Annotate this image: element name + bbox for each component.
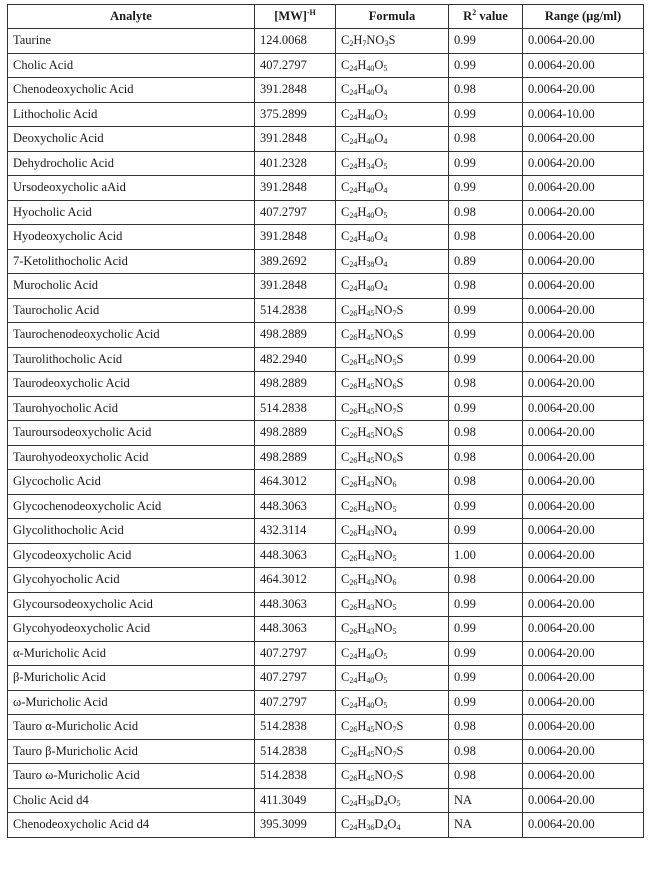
r2-cell: 0.99 — [449, 151, 523, 176]
r2-cell: 0.99 — [449, 396, 523, 421]
analyte-cell: Taurine — [8, 29, 255, 54]
table-row — [8, 494, 644, 519]
r2-cell: 0.99 — [449, 29, 523, 54]
range-cell: 0.0064-20.00 — [523, 519, 644, 544]
range-cell: 0.0064-20.00 — [523, 617, 644, 642]
mw-cell: 464.3012 — [255, 470, 336, 495]
range-cell: 0.0064-20.00 — [523, 78, 644, 103]
r2-cell: 0.98 — [449, 764, 523, 789]
analyte-cell: Tauro α-Muricholic Acid — [8, 715, 255, 740]
analyte-cell: β-Muricholic Acid — [8, 666, 255, 691]
analyte-cell: Glycodeoxycholic Acid — [8, 543, 255, 568]
table-row — [8, 53, 644, 78]
mw-cell: 391.2848 — [255, 225, 336, 250]
analyte-cell: Taurochenodeoxycholic Acid — [8, 323, 255, 348]
r2-cell: 0.98 — [449, 568, 523, 593]
r2-cell: 0.99 — [449, 53, 523, 78]
range-cell: 0.0064-20.00 — [523, 764, 644, 789]
range-cell: 0.0064-20.00 — [523, 813, 644, 838]
header-analyte: Analyte — [8, 5, 255, 29]
analyte-cell: 7-Ketolithocholic Acid — [8, 249, 255, 274]
mw-cell: 407.2797 — [255, 53, 336, 78]
range-cell: 0.0064-20.00 — [523, 788, 644, 813]
table-row — [8, 788, 644, 813]
analyte-cell: Tauro ω-Muricholic Acid — [8, 764, 255, 789]
mw-cell: 391.2848 — [255, 78, 336, 103]
r2-cell: 0.99 — [449, 592, 523, 617]
mw-cell: 464.3012 — [255, 568, 336, 593]
table-row — [8, 78, 644, 103]
mw-cell: 389.2692 — [255, 249, 336, 274]
range-cell: 0.0064-20.00 — [523, 470, 644, 495]
mw-cell: 498.2889 — [255, 421, 336, 446]
table-row — [8, 641, 644, 666]
analyte-cell: Hyocholic Acid — [8, 200, 255, 225]
table-row — [8, 568, 644, 593]
r2-cell: 0.99 — [449, 690, 523, 715]
table-row — [8, 29, 644, 54]
header-range: Range (µg/ml) — [523, 5, 644, 29]
table-row — [8, 470, 644, 495]
table-row — [8, 445, 644, 470]
r2-cell: 0.99 — [449, 298, 523, 323]
table-row — [8, 617, 644, 642]
formula-cell: $C_{26}H_{43}NO_6$ — [336, 470, 449, 495]
range-cell: 0.0064-10.00 — [523, 102, 644, 127]
mw-cell: 498.2889 — [255, 372, 336, 397]
mw-cell: 432.3114 — [255, 519, 336, 544]
formula-cell: $C_{26}H_{45}NO_5S$ — [336, 347, 449, 372]
analyte-cell: Glycolithocholic Acid — [8, 519, 255, 544]
range-cell: 0.0064-20.00 — [523, 323, 644, 348]
r2-cell: 0.89 — [449, 249, 523, 274]
r2-cell: 0.98 — [449, 739, 523, 764]
range-cell: 0.0064-20.00 — [523, 53, 644, 78]
mw-cell: 391.2848 — [255, 274, 336, 299]
table-row — [8, 176, 644, 201]
r2-cell: 0.99 — [449, 102, 523, 127]
mw-cell: 514.2838 — [255, 396, 336, 421]
range-cell: 0.0064-20.00 — [523, 421, 644, 446]
analyte-cell: Lithocholic Acid — [8, 102, 255, 127]
formula-cell: $C_{26}H_{45}NO_7S$ — [336, 715, 449, 740]
table-row — [8, 347, 644, 372]
formula-cell: $C_{24}H_{40}O_4$ — [336, 176, 449, 201]
r2-cell: 0.98 — [449, 225, 523, 250]
header-mw-sup: -H — [306, 7, 316, 17]
table-row — [8, 592, 644, 617]
formula-cell: $C_{26}H_{45}NO_6S$ — [336, 421, 449, 446]
range-cell: 0.0064-20.00 — [523, 151, 644, 176]
table-row — [8, 739, 644, 764]
r2-cell: 0.98 — [449, 445, 523, 470]
mw-cell: 407.2797 — [255, 641, 336, 666]
analyte-cell: Tauro β-Muricholic Acid — [8, 739, 255, 764]
table-row — [8, 715, 644, 740]
r2-cell: 0.98 — [449, 421, 523, 446]
formula-cell: $C_{24}H_{40}O_5$ — [336, 200, 449, 225]
formula-cell: $C_{24}H_{40}O_3$ — [336, 102, 449, 127]
formula-cell: $C_{24}H_{40}O_4$ — [336, 274, 449, 299]
range-cell: 0.0064-20.00 — [523, 543, 644, 568]
formula-cell: $C_{24}H_{40}O_5$ — [336, 666, 449, 691]
mw-cell: 407.2797 — [255, 200, 336, 225]
range-cell: 0.0064-20.00 — [523, 396, 644, 421]
range-cell: 0.0064-20.00 — [523, 29, 644, 54]
table-row — [8, 543, 644, 568]
r2-cell: 0.99 — [449, 347, 523, 372]
r2-cell: 0.98 — [449, 715, 523, 740]
analyte-table — [7, 4, 644, 838]
analyte-cell: Glycoursodeoxycholic Acid — [8, 592, 255, 617]
analyte-cell: Taurolithocholic Acid — [8, 347, 255, 372]
table-row — [8, 225, 644, 250]
r2-cell: 0.98 — [449, 127, 523, 152]
range-cell: 0.0064-20.00 — [523, 592, 644, 617]
formula-cell: $C_{26}H_{43}NO_5$ — [336, 592, 449, 617]
mw-cell: 401.2328 — [255, 151, 336, 176]
formula-cell: $C_{24}H_{34}O_5$ — [336, 151, 449, 176]
r2-cell: 0.98 — [449, 78, 523, 103]
analyte-cell: Chenodeoxycholic Acid d4 — [8, 813, 255, 838]
mw-cell: 448.3063 — [255, 617, 336, 642]
range-cell: 0.0064-20.00 — [523, 641, 644, 666]
mw-cell: 448.3063 — [255, 543, 336, 568]
table-row — [8, 421, 644, 446]
table-row — [8, 151, 644, 176]
analyte-cell: Deoxycholic Acid — [8, 127, 255, 152]
formula-cell: $C_{24}H_{40}O_5$ — [336, 690, 449, 715]
mw-cell: 514.2838 — [255, 739, 336, 764]
analyte-cell: ω-Muricholic Acid — [8, 690, 255, 715]
formula-cell: $C_{24}H_{36}D_4O_4$ — [336, 813, 449, 838]
formula-cell: $C_{26}H_{45}NO_6S$ — [336, 323, 449, 348]
range-cell: 0.0064-20.00 — [523, 568, 644, 593]
formula-cell: $C_{24}H_{40}O_5$ — [336, 641, 449, 666]
formula-cell: $C_{26}H_{43}NO_6$ — [336, 568, 449, 593]
mw-cell: 391.2848 — [255, 176, 336, 201]
range-cell: 0.0064-20.00 — [523, 445, 644, 470]
analyte-cell: Dehydrocholic Acid — [8, 151, 255, 176]
mw-cell: 411.3049 — [255, 788, 336, 813]
r2-cell: 0.98 — [449, 200, 523, 225]
formula-cell: $C_{26}H_{45}NO_6S$ — [336, 372, 449, 397]
range-cell: 0.0064-20.00 — [523, 225, 644, 250]
formula-cell: $C_{24}H_{40}O_4$ — [336, 225, 449, 250]
formula-cell: $C_{26}H_{43}NO_5$ — [336, 494, 449, 519]
header-row — [8, 5, 644, 29]
header-mw-text: [MW] — [274, 9, 307, 23]
mw-cell: 375.2899 — [255, 102, 336, 127]
range-cell: 0.0064-20.00 — [523, 127, 644, 152]
analyte-cell: Taurodeoxycholic Acid — [8, 372, 255, 397]
r2-cell: 0.99 — [449, 641, 523, 666]
header-mw — [255, 5, 336, 29]
table-row — [8, 764, 644, 789]
mw-cell: 395.3099 — [255, 813, 336, 838]
header-r2 — [449, 5, 523, 29]
range-cell: 0.0064-20.00 — [523, 372, 644, 397]
formula-cell: $C_2H_7NO_3S$ — [336, 29, 449, 54]
mw-cell: 124.0068 — [255, 29, 336, 54]
header-r2-base: R — [463, 9, 473, 23]
table-row — [8, 249, 644, 274]
mw-cell: 482.2940 — [255, 347, 336, 372]
range-cell: 0.0064-20.00 — [523, 715, 644, 740]
r2-cell: 0.98 — [449, 274, 523, 299]
r2-cell: 0.99 — [449, 494, 523, 519]
mw-cell: 514.2838 — [255, 298, 336, 323]
header-formula: Formula — [336, 5, 449, 29]
analyte-cell: Hyodeoxycholic Acid — [8, 225, 255, 250]
header-r2-sup: 2 — [472, 7, 477, 17]
formula-cell: $C_{24}H_{40}O_5$ — [336, 53, 449, 78]
formula-cell: $C_{26}H_{43}NO_4$ — [336, 519, 449, 544]
formula-cell: $C_{24}H_{40}O_4$ — [336, 78, 449, 103]
analyte-cell: Taurocholic Acid — [8, 298, 255, 323]
header-r2-rest: value — [476, 9, 508, 23]
range-cell: 0.0064-20.00 — [523, 494, 644, 519]
range-cell: 0.0064-20.00 — [523, 347, 644, 372]
range-cell: 0.0064-20.00 — [523, 666, 644, 691]
range-cell: 0.0064-20.00 — [523, 298, 644, 323]
analyte-cell: Glycohyodeoxycholic Acid — [8, 617, 255, 642]
analyte-cell: Ursodeoxycholic aAid — [8, 176, 255, 201]
r2-cell: 1.00 — [449, 543, 523, 568]
range-cell: 0.0064-20.00 — [523, 739, 644, 764]
range-cell: 0.0064-20.00 — [523, 274, 644, 299]
range-cell: 0.0064-20.00 — [523, 200, 644, 225]
mw-cell: 407.2797 — [255, 690, 336, 715]
analyte-cell: α-Muricholic Acid — [8, 641, 255, 666]
analyte-cell: Taurohyocholic Acid — [8, 396, 255, 421]
range-cell: 0.0064-20.00 — [523, 249, 644, 274]
formula-cell: $C_{24}H_{36}D_4O_5$ — [336, 788, 449, 813]
table-row — [8, 813, 644, 838]
analyte-cell: Murocholic Acid — [8, 274, 255, 299]
table-row — [8, 323, 644, 348]
table-row — [8, 200, 644, 225]
table-row — [8, 666, 644, 691]
formula-cell: $C_{24}H_{40}O_4$ — [336, 127, 449, 152]
mw-cell: 514.2838 — [255, 764, 336, 789]
mw-cell: 498.2889 — [255, 323, 336, 348]
mw-cell: 448.3063 — [255, 494, 336, 519]
analyte-cell: Cholic Acid d4 — [8, 788, 255, 813]
range-cell: 0.0064-20.00 — [523, 176, 644, 201]
formula-cell: $C_{26}H_{45}NO_6S$ — [336, 445, 449, 470]
r2-cell: 0.98 — [449, 470, 523, 495]
analyte-cell: Cholic Acid — [8, 53, 255, 78]
r2-cell: 0.98 — [449, 372, 523, 397]
formula-cell: $C_{26}H_{45}NO_7S$ — [336, 764, 449, 789]
table-row — [8, 690, 644, 715]
analyte-cell: Chenodeoxycholic Acid — [8, 78, 255, 103]
table-row — [8, 519, 644, 544]
formula-cell: $C_{26}H_{45}NO_7S$ — [336, 396, 449, 421]
table-body — [8, 29, 644, 838]
mw-cell: 407.2797 — [255, 666, 336, 691]
r2-cell: 0.99 — [449, 519, 523, 544]
r2-cell: 0.99 — [449, 323, 523, 348]
r2-cell: NA — [449, 788, 523, 813]
analyte-cell: Glycohyocholic Acid — [8, 568, 255, 593]
formula-cell: $C_{26}H_{43}NO_5$ — [336, 543, 449, 568]
analyte-cell: Taurohyodeoxycholic Acid — [8, 445, 255, 470]
analyte-cell: Glycochenodeoxycholic Acid — [8, 494, 255, 519]
table-row — [8, 298, 644, 323]
mw-cell: 391.2848 — [255, 127, 336, 152]
table-row — [8, 372, 644, 397]
formula-cell: $C_{24}H_{38}O_4$ — [336, 249, 449, 274]
r2-cell: 0.99 — [449, 666, 523, 691]
mw-cell: 498.2889 — [255, 445, 336, 470]
mw-cell: 448.3063 — [255, 592, 336, 617]
table-row — [8, 102, 644, 127]
table-row — [8, 274, 644, 299]
formula-cell: $C_{26}H_{43}NO_5$ — [336, 617, 449, 642]
formula-cell: $C_{26}H_{45}NO_7S$ — [336, 739, 449, 764]
r2-cell: 0.99 — [449, 176, 523, 201]
mw-cell: 514.2838 — [255, 715, 336, 740]
table-row — [8, 127, 644, 152]
formula-cell: $C_{26}H_{45}NO_7S$ — [336, 298, 449, 323]
r2-cell: 0.99 — [449, 617, 523, 642]
analyte-cell: Glycocholic Acid — [8, 470, 255, 495]
range-cell: 0.0064-20.00 — [523, 690, 644, 715]
r2-cell: NA — [449, 813, 523, 838]
analyte-cell: Tauroursodeoxycholic Acid — [8, 421, 255, 446]
table-row — [8, 396, 644, 421]
